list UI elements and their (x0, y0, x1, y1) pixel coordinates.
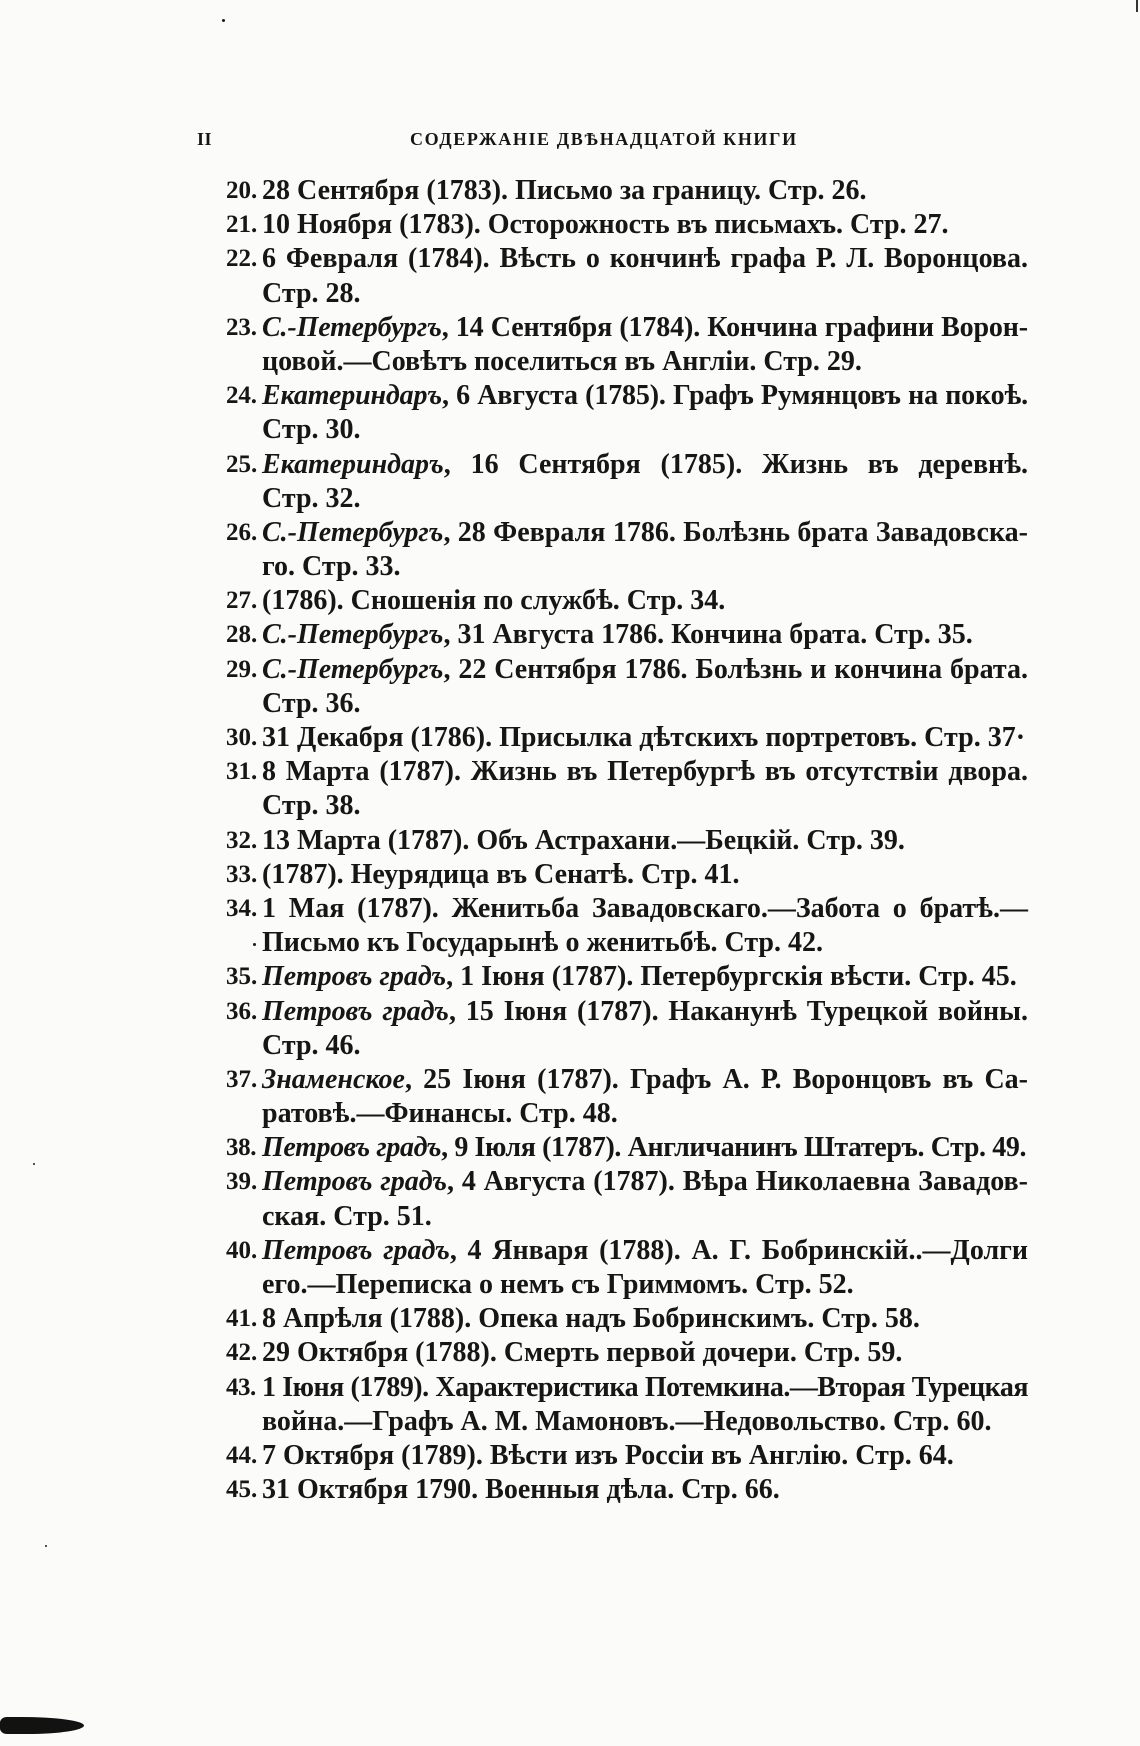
entry-text: (1787). Неурядица въ Сенатѣ. Стр. 41. (262, 858, 740, 890)
entry-first-line (226, 653, 1028, 687)
place-name: Знаменское (262, 1063, 405, 1095)
entry-text: 7 Октября (1789). Вѣсти изъ Россіи въ Англію. Стр. 64. (262, 1439, 954, 1471)
toc-entry (226, 1165, 1028, 1233)
entry-text: 10 Ноября (1783). Осторожность въ письмахъ. Стр. 27. (262, 209, 949, 241)
toc-entry (226, 1302, 1028, 1336)
entry-text: Стр. 28. (262, 277, 361, 309)
entry-text: 1 Мая (1787). Женитьба Завадовскаго.—Забота о братѣ.— (262, 892, 1028, 924)
entry-text: 1 Іюня (1789). Характеристика Потемкина.—Вторая Турецкая (262, 1371, 1028, 1403)
scan-speck (45, 1545, 47, 1547)
toc-entry (226, 1473, 1028, 1507)
entry-number: 35. (226, 963, 258, 991)
entry-text: Стр. 46. (262, 1029, 361, 1061)
entry-number: 38. (226, 1134, 257, 1162)
toc-entry (226, 379, 1028, 447)
entry-number: 21. (226, 211, 258, 239)
entry-first-line (226, 448, 1028, 482)
toc-entry (226, 721, 1028, 755)
place-name: Петровъ градъ (262, 961, 447, 993)
entry-text: , 14 Сентября (1784). Кончина графини Ворон- (441, 311, 1028, 343)
entry-continuation-line (226, 1097, 1028, 1131)
entry-text: 6 Февраля (1784). Вѣсть о кончинѣ графа Р. Л. Воронцова. (262, 243, 1028, 275)
entry-continuation-line (226, 687, 1028, 721)
scan-speck (222, 19, 225, 22)
entry-text: , 16 Сентября (1785). Жизнь въ деревнѣ. (443, 448, 1028, 480)
entry-continuation-line (226, 345, 1028, 379)
entry-number: 28. (226, 621, 258, 649)
toc-entry (226, 1063, 1028, 1131)
entry-first-line (226, 1336, 1028, 1370)
entry-first-line (226, 1439, 1028, 1473)
toc-entry (226, 995, 1028, 1063)
entry-text: цовой.—Совѣтъ поселиться въ Англіи. Стр. 29. (262, 345, 862, 377)
entry-first-line (226, 1131, 1028, 1165)
toc-entry (226, 653, 1028, 721)
entry-first-line (226, 892, 1028, 926)
toc-entry (226, 448, 1028, 516)
page-number: II (197, 129, 213, 149)
entry-text: война.—Графъ А. М. Мамоновъ.—Недовольство. Стр. 60. (262, 1405, 992, 1437)
entry-first-line (226, 1234, 1028, 1268)
entry-text: , 9 Іюля (1787). Англичанинъ Штатеръ. Стр. 49. (441, 1132, 1027, 1164)
entry-text: Письмо къ Государынѣ о женитьбѣ. Стр. 42. (262, 927, 823, 959)
scan-edge-mark (1136, 0, 1138, 12)
scan-speck (253, 943, 256, 946)
entry-text: 8 Марта (1787). Жизнь въ Петербургѣ въ отсутствіи двора. (262, 756, 1028, 788)
place-name: Екатериндаръ (262, 380, 442, 412)
entry-number: 22. (226, 245, 258, 273)
entry-first-line (226, 618, 1028, 652)
entry-first-line (226, 721, 1028, 755)
toc-entry (226, 208, 1028, 242)
entry-first-line (226, 1165, 1028, 1199)
entry-text: , 6 Августа (1785). Графъ Румянцовъ на покоѣ. (441, 380, 1028, 412)
entry-text: , 4 Января (1788). А. Г. Бобринскій..—Долги (449, 1234, 1029, 1266)
entry-number: 42. (226, 1339, 258, 1367)
toc-entry (226, 960, 1028, 994)
running-title: СОДЕРЖАНІЕ ДВѢНАДЦАТОЙ КНИГИ (410, 129, 798, 149)
entry-text: его.—Переписка о немъ съ Гриммомъ. Стр. 52. (262, 1269, 854, 1300)
entry-continuation-line (226, 413, 1028, 447)
entry-text: ская. Стр. 51. (262, 1200, 432, 1232)
entry-number: 41. (226, 1305, 258, 1333)
entry-first-line (226, 858, 1028, 892)
ink-blot (0, 1717, 84, 1734)
entry-number: 31. (226, 758, 258, 786)
toc-entry (226, 174, 1028, 208)
entry-text: , 31 Августа 1786. Кончина брата. Стр. 35. (443, 619, 973, 651)
entry-text: ратовѣ.—Финансы. Стр. 48. (262, 1098, 618, 1130)
toc-entry (226, 892, 1028, 960)
entry-continuation-line (226, 789, 1028, 823)
entry-number: 30. (226, 724, 258, 751)
table-of-contents (226, 174, 1028, 1507)
entry-first-line (226, 1063, 1028, 1097)
entry-first-line (226, 960, 1028, 994)
entry-number: 43. (226, 1373, 256, 1401)
toc-entry (226, 242, 1028, 310)
entry-first-line (226, 584, 1028, 618)
entry-number: 45. (226, 1476, 258, 1504)
entry-text: (1786). Сношенія по службѣ. Стр. 34. (262, 585, 726, 617)
place-name: Петровъ градъ (262, 995, 449, 1027)
place-name: Екатериндаръ (262, 448, 444, 480)
toc-entry (226, 1234, 1028, 1302)
entry-continuation-line (226, 277, 1028, 311)
toc-entry (226, 1439, 1028, 1473)
entry-text: , 4 Августа (1787). Вѣра Николаевна Завадов- (446, 1166, 1028, 1198)
entry-number: 37. (226, 1065, 258, 1093)
entry-first-line (226, 311, 1028, 345)
entry-continuation-line (226, 1200, 1028, 1234)
entry-number: 33. (226, 860, 258, 888)
toc-entry (226, 584, 1028, 618)
entry-first-line (226, 379, 1028, 413)
entry-first-line (226, 174, 1028, 208)
toc-entry (226, 1371, 1028, 1439)
entry-number: 26. (226, 518, 258, 546)
place-name: Петровъ градъ (262, 1132, 442, 1164)
toc-entry (226, 1131, 1028, 1165)
toc-entry (226, 618, 1028, 652)
entry-continuation-line (226, 1405, 1028, 1439)
place-name: С.-Петербургъ (262, 516, 444, 548)
entry-number: 32. (226, 826, 258, 854)
entry-number: 36. (226, 997, 258, 1025)
entry-text: Стр. 38. (262, 790, 361, 822)
entry-text: 28 Сентября (1783). Письмо за границу. Стр. 26. (262, 175, 867, 206)
entry-number: 39. (226, 1168, 258, 1196)
entry-text: , 28 Февраля 1786. Болѣзнь брата Завадовска- (443, 516, 1028, 548)
entry-continuation-line (226, 1268, 1028, 1302)
place-name: Петровъ градъ (262, 1234, 450, 1266)
toc-entry (226, 755, 1028, 823)
entry-number: 25. (226, 450, 258, 478)
place-name: Петровъ градъ (262, 1166, 447, 1198)
entry-number: 29. (226, 655, 258, 683)
entry-text: Стр. 30. (262, 414, 361, 446)
entry-first-line (226, 516, 1028, 550)
toc-entry (226, 311, 1028, 379)
entry-text: 29 Октября (1788). Смерть первой дочери. Стр. 59. (262, 1337, 903, 1369)
entry-number: 34. (226, 894, 258, 922)
entry-first-line (226, 995, 1028, 1029)
entry-number: 44. (226, 1441, 258, 1469)
entry-first-line (226, 242, 1028, 276)
place-name: С.-Петербургъ (262, 311, 442, 343)
entry-first-line (226, 755, 1028, 789)
toc-entry (226, 1336, 1028, 1370)
toc-entry (226, 858, 1028, 892)
entry-number: 24. (226, 382, 257, 410)
entry-first-line (226, 1473, 1028, 1507)
entry-text: , 1 Іюня (1787). Петербургскія вѣсти. Стр. 45. (446, 961, 1017, 993)
entry-text: Стр. 36. (262, 687, 361, 719)
entry-number: 23. (226, 313, 257, 341)
entry-text: 31 Декабря (1786). Присылка дѣтскихъ портретовъ. Стр. 37· (262, 722, 1026, 753)
entry-first-line (226, 1302, 1028, 1336)
place-name: С.-Петербургъ (262, 619, 444, 651)
entry-text: Стр. 32. (262, 482, 361, 514)
place-name: С.-Петербургъ (262, 653, 444, 685)
entry-text: , 25 Іюня (1787). Графъ А. Р. Воронцовъ въ Са- (404, 1063, 1028, 1095)
entry-text: 8 Апрѣля (1788). Опека надъ Бобринскимъ. Стр. 58. (262, 1303, 920, 1335)
scan-speck (33, 1163, 35, 1165)
toc-entry (226, 824, 1028, 858)
entry-number: 40. (226, 1236, 258, 1264)
entry-text: , 15 Іюня (1787). Наканунѣ Турецкой войны. (448, 995, 1028, 1027)
entry-text: 13 Марта (1787). Объ Астрахани.—Бецкій. Стр. 39. (262, 824, 905, 856)
entry-continuation-line (226, 1029, 1028, 1063)
entry-text: , 22 Сентября 1786. Болѣзнь и кончина брата. (443, 653, 1028, 685)
entry-continuation-line (226, 926, 1028, 960)
entry-number: 27. (226, 587, 258, 615)
entry-number: 20. (226, 177, 258, 204)
entry-first-line (226, 824, 1028, 858)
entry-text: 31 Октября 1790. Военныя дѣла. Стр. 66. (262, 1474, 780, 1506)
toc-entry (226, 516, 1028, 584)
entry-first-line (226, 1371, 1028, 1405)
entry-continuation-line (226, 550, 1028, 584)
entry-first-line (226, 208, 1028, 242)
entry-text: го. Стр. 33. (262, 551, 401, 583)
entry-continuation-line (226, 482, 1028, 516)
